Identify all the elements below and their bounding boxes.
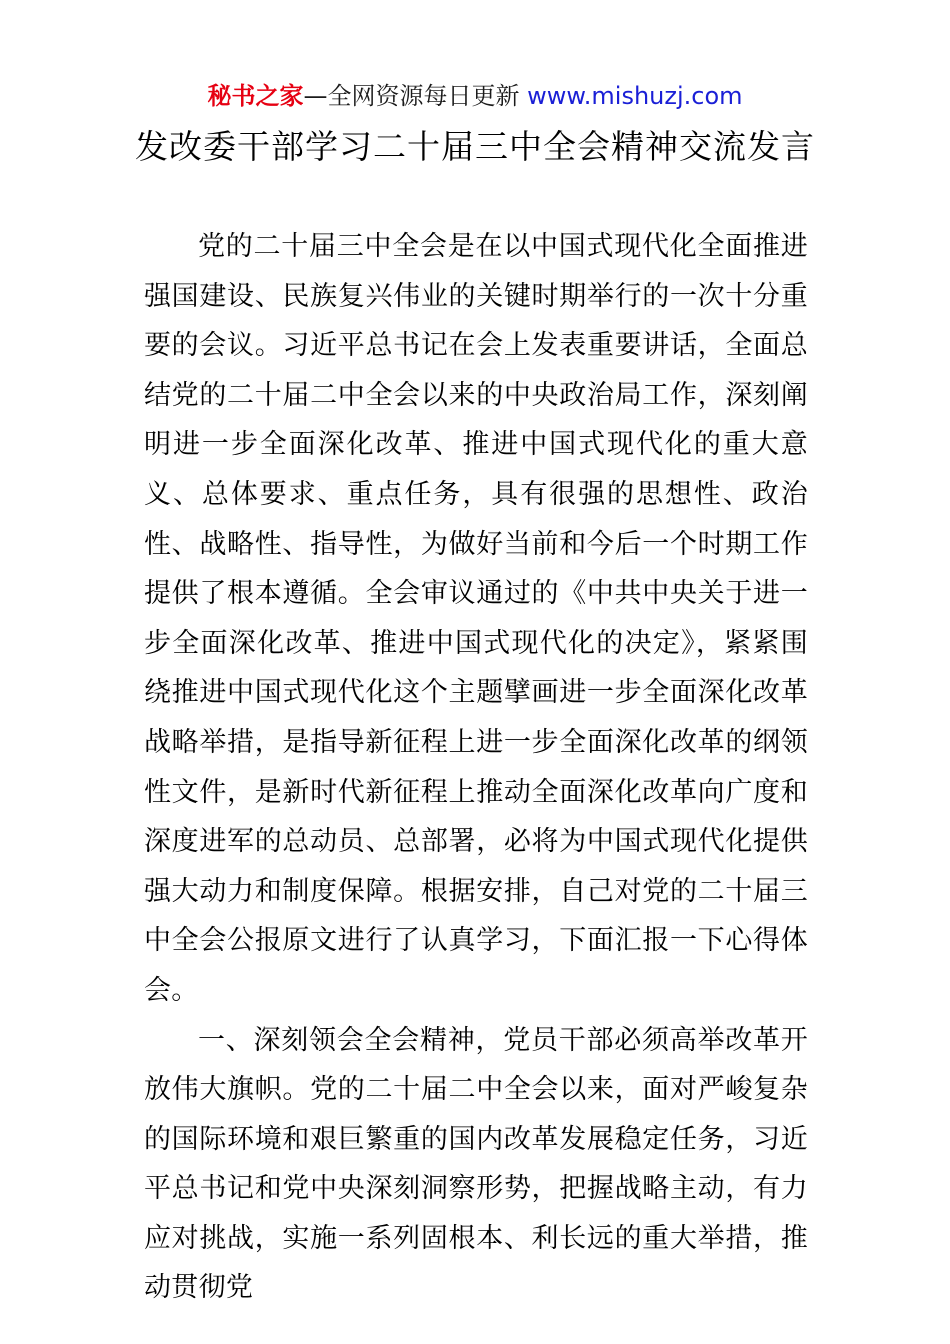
paragraph: 一、深刻领会全会精神，党员干部必须高举改革开放伟大旗帜。党的二十届二中全会以来，面对严峻复杂的国际环境和艰巨繁重的国内改革发展稳定任务，习近平总书记和党中央深刻洞察形势，把握战略主动，有力应对挑战，实施一系列固根本、利长远的重大举措，推动贯彻党 bbox=[144, 1024, 808, 1304]
document-body bbox=[144, 222, 808, 1313]
site-brand: 秘书之家 bbox=[207, 82, 304, 110]
site-tagline: —全网资源每日更新 bbox=[303, 82, 520, 110]
site-header bbox=[0, 80, 950, 112]
site-url-link[interactable]: www.mishuzj.com bbox=[527, 82, 743, 110]
document-title: 发改委干部学习二十届三中全会精神交流发言 bbox=[135, 127, 815, 166]
paragraph: 党的二十届三中全会是在以中国式现代化全面推进强国建设、民族复兴伟业的关键时期举行的一次十分重要的会议。习近平总书记在会上发表重要讲话，全面总结党的二十届二中全会以来的中央政治局工作，深刻阐明进一步全面深化改革、推进中国式现代化的重大意义、总体要求、重点任务，具有很强的思想性、政治性、战略性、指导性，为做好当前和今后一个时期工作提供了根本遵循。全会审议通过的《中共中央关于进一步全面深化改革、推进中国式现代化的决定》，紧紧围绕推进中国式现代化这个主题擘画进一步全面深化改革战略举措，是指导新征程上进一步全面深化改革的纲领性文件，是新时代新征程上推动全面深化改革向广度和深度进军的总动员、总部署，必将为中国式现代化提供强大动力和制度保障。根据安排，自己对党的二十届三中全会公报原文进行了认真学习，下面汇报一下心得体会。 bbox=[144, 231, 808, 1006]
